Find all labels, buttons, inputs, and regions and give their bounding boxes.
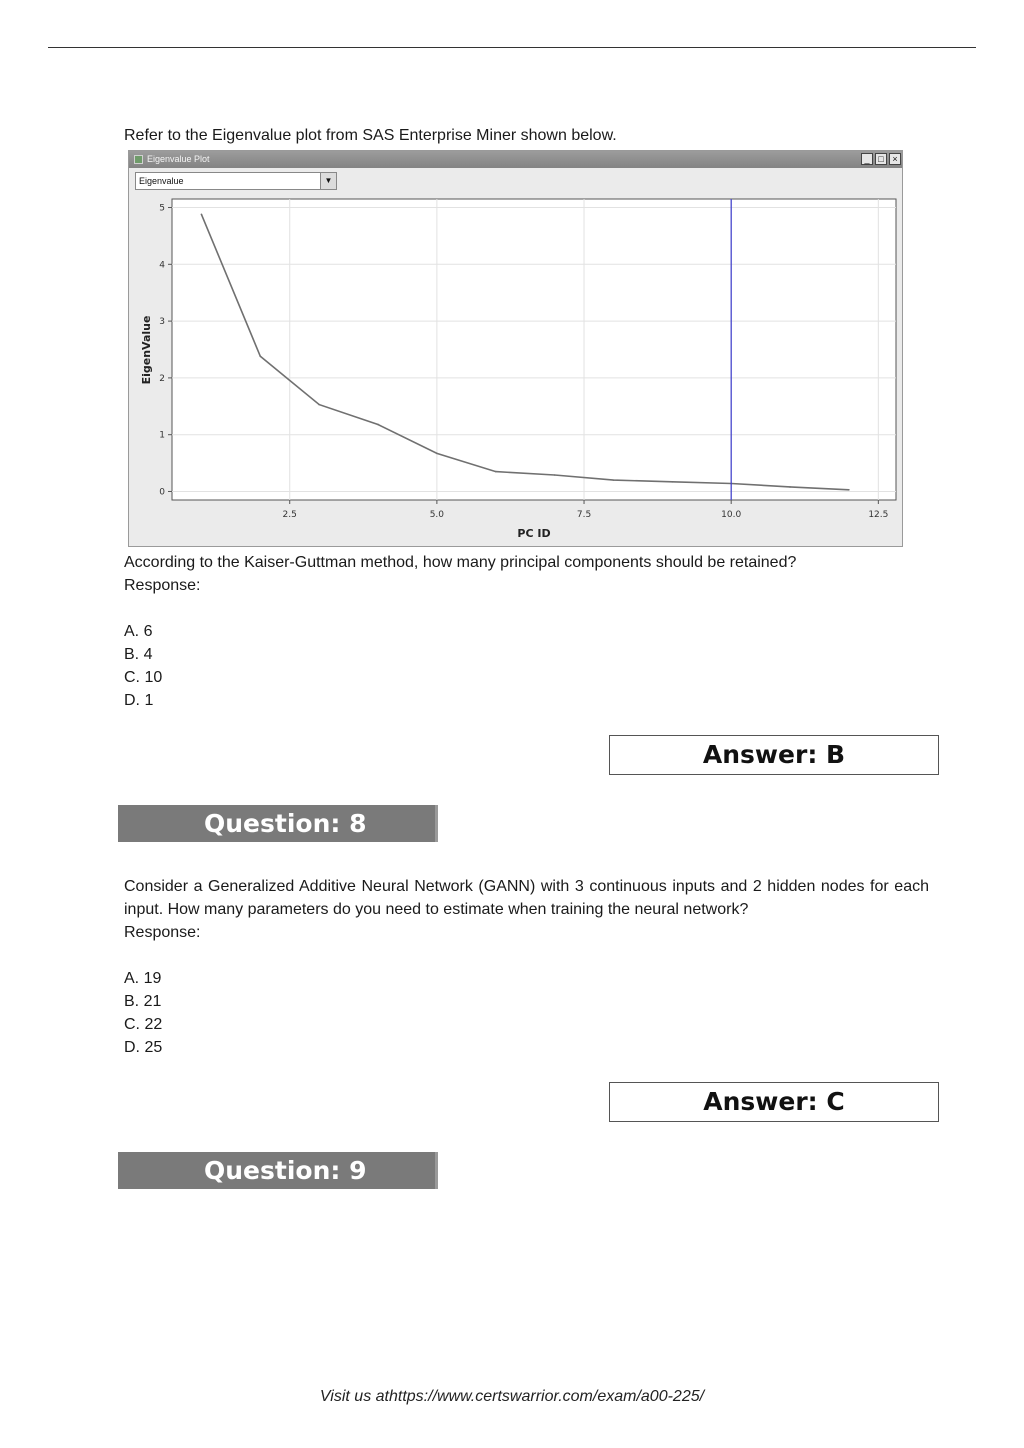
y-tick-label: 0	[159, 487, 165, 498]
y-tick-label: 5	[159, 203, 165, 214]
eigenvalue-data-point	[554, 474, 556, 476]
eigenvalue-data-point	[789, 486, 791, 488]
maximize-button[interactable]: □	[875, 153, 887, 165]
q8-answer-box: Answer: C	[609, 1082, 939, 1122]
q8-option-a: A. 19	[124, 970, 162, 987]
q9-header	[118, 1152, 438, 1189]
q7-option-c: C. 10	[124, 669, 163, 686]
minimize-button[interactable]: _	[861, 153, 873, 165]
q7-answer-box: Answer: B	[609, 735, 939, 775]
q7-response-label: Response:	[124, 577, 201, 594]
y-tick-label: 1	[159, 430, 165, 441]
y-tick-label: 2	[159, 373, 165, 384]
q8-options	[124, 967, 162, 1059]
q7-option-d: D. 1	[124, 692, 154, 709]
q7-option-a: A. 6	[124, 623, 153, 640]
q8-question-text: Consider a Generalized Additive Neural Network (GANN) with 3 continuous inputs and 2 hidden nodes for each input. How many parameters do you need to estimate when training the neural network?	[124, 878, 929, 918]
eigenvalue-data-point	[259, 356, 261, 358]
window-title: Eigenvalue Plot	[147, 154, 210, 164]
plot-area	[172, 199, 896, 500]
q8-option-c: C. 22	[124, 1016, 163, 1033]
q8-option-b: B. 21	[124, 993, 162, 1010]
top-rule	[48, 47, 976, 48]
x-axis-label: PC ID	[517, 527, 551, 540]
q8-question	[124, 875, 929, 944]
eigenvalue-chart	[129, 151, 904, 548]
q8-response-label: Response:	[124, 924, 201, 941]
chevron-down-icon[interactable]: ▼	[320, 173, 336, 189]
close-button[interactable]: ×	[889, 153, 901, 165]
eigenvalue-data-point	[436, 453, 438, 455]
q8-header	[118, 805, 438, 842]
eigenvalue-data-point	[672, 481, 674, 483]
footer-link-text[interactable]: Visit us athttps://www.certswarrior.com/exam/a00-225/	[319, 1388, 705, 1405]
x-tick-label: 10.0	[721, 510, 742, 520]
q8-option-d: D. 25	[124, 1039, 163, 1056]
eigenvalue-data-point	[495, 471, 497, 473]
q7-option-b: B. 4	[124, 646, 153, 663]
x-tick-label: 5.0	[429, 510, 445, 520]
q7-question	[124, 551, 796, 597]
dropdown-value: Eigenvalue	[139, 176, 184, 186]
q7-options	[124, 620, 162, 712]
q7-question-text: According to the Kaiser-Guttman method, how many principal components should be retained?	[124, 554, 797, 571]
eigenvalue-data-point	[848, 489, 850, 491]
eigenvalue-data-point	[613, 479, 615, 481]
q8-header-text: Question: 8	[204, 809, 367, 838]
x-tick-label: 7.5	[576, 510, 592, 520]
y-tick-label: 4	[159, 260, 165, 271]
eigenvalue-data-point	[201, 214, 203, 216]
q9-header-text: Question: 9	[204, 1156, 367, 1185]
y-tick-label: 3	[159, 317, 165, 328]
eigenvalue-data-point	[377, 424, 379, 426]
x-tick-label: 12.5	[868, 510, 889, 520]
y-axis-label: EigenValue	[140, 315, 153, 385]
q7-intro: Refer to the Eigenvalue plot from SAS Enterprise Miner shown below.	[124, 127, 617, 144]
x-tick-label: 2.5	[282, 510, 297, 520]
eigenvalue-plot-window	[128, 150, 903, 547]
eigenvalue-data-point	[318, 404, 320, 406]
